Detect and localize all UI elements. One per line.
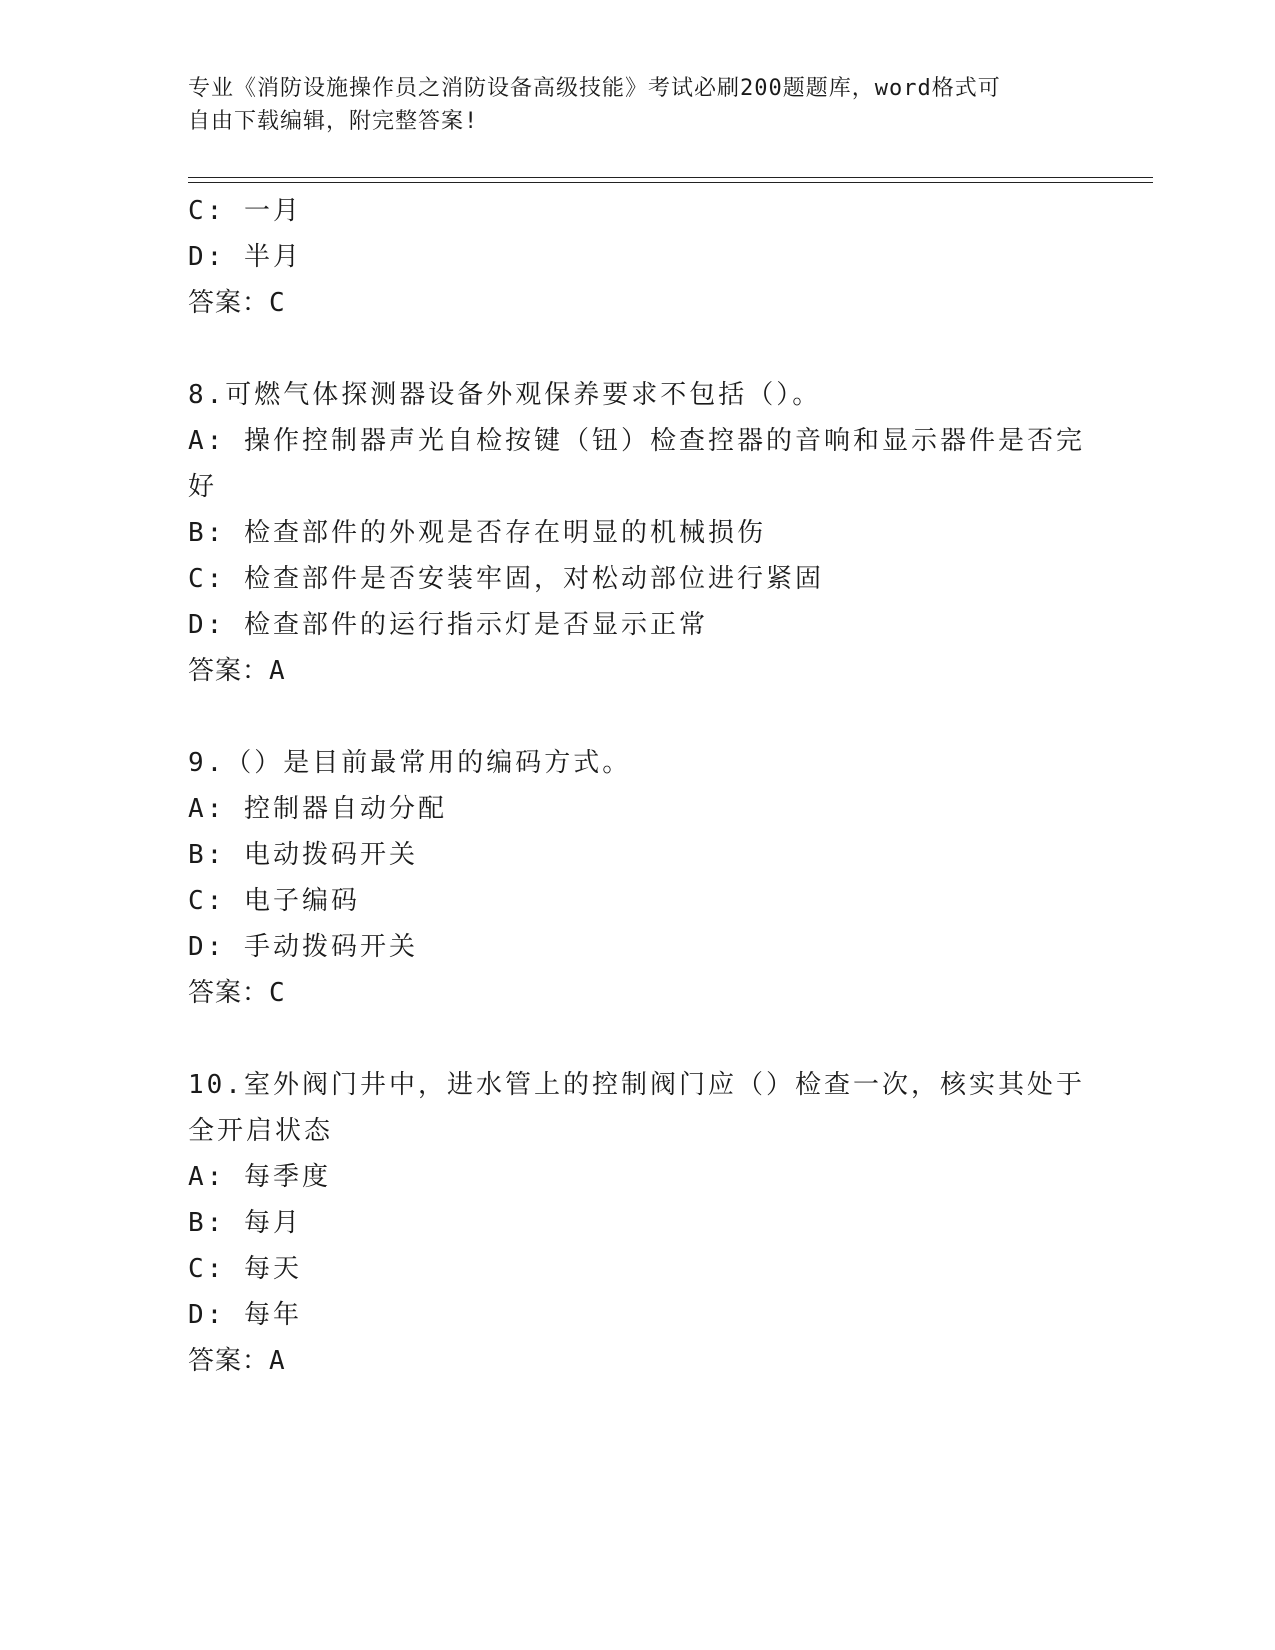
header-title-line-1: 专业《消防设施操作员之消防设备高级技能》考试必刷200题题库，word格式可	[188, 76, 1001, 101]
document-header	[188, 72, 1068, 138]
option-d: D: 检查部件的运行指示灯是否显示正常	[188, 610, 708, 640]
option-c: C: 检查部件是否安装牢固，对松动部位进行紧固	[188, 564, 824, 594]
question-block-10	[188, 1062, 1088, 1384]
header-title-line-2: 自由下载编辑，附完整答案!	[188, 109, 479, 134]
question-stem: 9.（）是目前最常用的编码方式。	[188, 748, 632, 778]
answer-line: 答案：C	[188, 978, 286, 1008]
header-divider-bottom	[188, 182, 1153, 183]
option-c: C: 电子编码	[188, 886, 360, 916]
question-list	[188, 188, 1088, 1384]
option-a: A: 操作控制器声光自检按键（钮）检查控器的音响和显示器件是否完	[188, 426, 1085, 456]
option-a: A: 控制器自动分配	[188, 794, 447, 824]
option-b: B: 检查部件的外观是否存在明显的机械损伤	[188, 518, 766, 548]
question-stem: 10.室外阀门井中，进水管上的控制阀门应（）检查一次，核实其处于	[188, 1070, 1085, 1100]
spacer	[188, 326, 1088, 372]
option-d: D: 手动拨码开关	[188, 932, 418, 962]
option-d: D: 半月	[188, 242, 302, 272]
option-d: D: 每年	[188, 1300, 302, 1330]
question-stem-continued: 全开启状态	[188, 1116, 334, 1146]
option-a-continued: 好	[188, 472, 218, 502]
question-block-8	[188, 372, 1088, 694]
question-block-9	[188, 740, 1088, 1016]
option-b: B: 电动拨码开关	[188, 840, 418, 870]
spacer	[188, 694, 1088, 740]
option-b: B: 每月	[188, 1208, 302, 1238]
question-block-7	[188, 188, 1088, 326]
spacer	[188, 1016, 1088, 1062]
header-divider-top	[188, 177, 1153, 178]
answer-line: 答案：C	[188, 288, 286, 318]
option-a: A: 每季度	[188, 1162, 331, 1192]
question-stem: 8.可燃气体探测器设备外观保养要求不包括（）。	[188, 380, 822, 410]
answer-line: 答案：A	[188, 656, 286, 686]
answer-line: 答案：A	[188, 1346, 286, 1376]
option-c: C: 一月	[188, 196, 302, 226]
option-c: C: 每天	[188, 1254, 302, 1284]
